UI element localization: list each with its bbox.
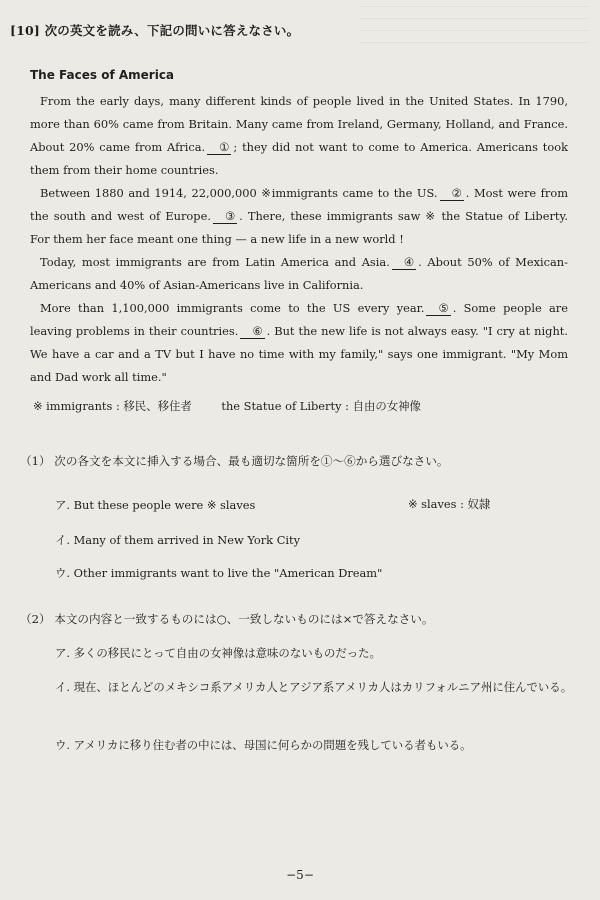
- q1-choice-u: ウ. Other immigrants want to live the "American Dream": [55, 566, 383, 580]
- paragraph-3: [30, 251, 568, 297]
- blank-3: ③: [213, 209, 237, 224]
- q1-choice-a: ア. But these people were ※ slaves: [55, 498, 256, 512]
- note-statue-of-liberty: the Statue of Liberty : 自由の女神像: [221, 399, 421, 413]
- page-number: −5−: [286, 868, 314, 882]
- blank-5: ⑤: [426, 301, 450, 316]
- blank-2: ②: [440, 186, 464, 201]
- blank-4: ④: [392, 255, 416, 270]
- paragraph-2: [30, 182, 568, 251]
- note-immigrants: ※ immigrants : 移民、移住者: [33, 399, 192, 413]
- p3-text-a: Today, most immigrants are from Latin America and Asia.: [40, 255, 390, 269]
- p1-text-a: From the early days, many different kinds of people lived in the United States. In 1790, more than 60% came from Britain. Many came from Ireland, Germany, Holland, and France. About 20% came from Africa.: [30, 94, 568, 154]
- q2-choice-i: イ. 現在、ほとんどのメキシコ系アメリカ人とアジア系アメリカ人はカリフォルニア州に住んでいる。: [55, 680, 573, 694]
- p3-text-b: . About 50% of Mexican-Americans and 40% of Asian-Americans live in California.: [30, 255, 568, 292]
- reading-passage: [30, 90, 568, 389]
- p2-text-a: Between 1880 and 1914, 22,000,000: [40, 186, 262, 200]
- note-mark: ※: [261, 186, 272, 200]
- q2-choice-u: ウ. アメリカに移り住む者の中には、母国に何らかの問題を残している者もいる。: [55, 738, 472, 752]
- q2-choice-a: ア. 多くの移民にとって自由の女神像は意味のないものだった。: [55, 646, 381, 660]
- p1-text-b: ; they did not want to come to America. Americans took them from their home countries.: [30, 140, 568, 177]
- q2-heading: （2） 本文の内容と一致するものには○、一致しないものには×で答えなさい。: [20, 612, 434, 626]
- p2-text-e: the Statue of Liberty. For them her face meant one thing — a new life in a new world !: [30, 209, 569, 246]
- q1-heading: （1） 次の各文を本文に挿入する場合、最も適切な箇所を①～⑥から選びなさい。: [20, 454, 449, 468]
- note-mark: ※: [425, 209, 437, 223]
- p4-text-c: . But the new life is not always easy. "I cry at night. We have a car and a TV but I have no time with my family," says one immigrant. "My Mom and Dad work all time.": [30, 324, 568, 384]
- paragraph-4: [30, 297, 568, 389]
- blank-1: ①: [207, 140, 231, 155]
- p2-text-c: . Most were from the south and west of Europe.: [30, 186, 568, 223]
- q1-slaves-note: ※ slaves : 奴隷: [408, 497, 491, 511]
- paragraph-1: [30, 90, 568, 182]
- p4-text-b: . Some people are leaving problems in their countries.: [30, 301, 568, 338]
- p2-text-b: immigrants came to the US.: [271, 186, 438, 200]
- q1-choice-i: イ. Many of them arrived in New York City: [55, 533, 301, 547]
- question-heading: [10] 次の英文を読み、下記の問いに答えなさい。: [10, 23, 300, 38]
- p2-text-d: . There, these immigrants saw: [239, 209, 426, 223]
- passage-title: The Faces of America: [30, 68, 175, 82]
- p4-text-a: More than 1,100,000 immigrants come to the US every year.: [40, 301, 425, 315]
- vocabulary-notes: [33, 398, 421, 414]
- bleed-through-text: [360, 6, 590, 46]
- blank-6: ⑥: [240, 324, 264, 339]
